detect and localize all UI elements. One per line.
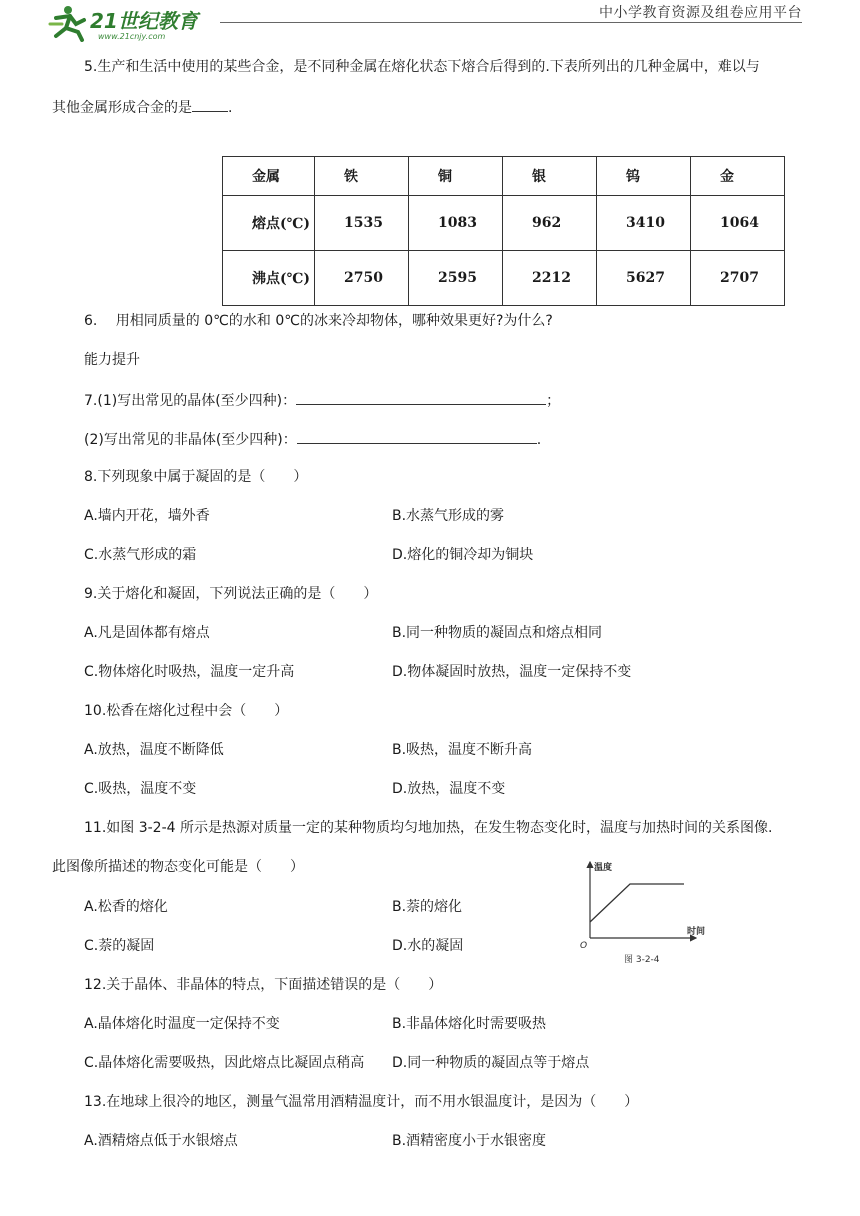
q11-line2: 此图像所描述的物态变化可能是（ ）	[52, 859, 304, 875]
q12-option-b: B.非晶体熔化时需要吸热	[392, 1016, 547, 1032]
logo-main-text: 21世纪教育	[90, 9, 198, 33]
table-cell: 2212	[503, 251, 597, 306]
table-cell: 熔点(℃)	[223, 196, 315, 251]
q8-option-c: C.水蒸气形成的霜	[84, 547, 197, 563]
q9-stem: 9.关于熔化和凝固，下列说法正确的是（ ）	[84, 586, 378, 602]
q8-option-b: B.水蒸气形成的雾	[392, 508, 505, 524]
q9-option-b: B.同一种物质的凝固点和熔点相同	[392, 625, 603, 641]
q12-stem: 12.关于晶体、非晶体的特点，下面描述错误的是（ ）	[84, 977, 443, 993]
q7-part1-text: 7.(1)写出常见的晶体(至少四种)：	[84, 393, 297, 409]
answer-blank[interactable]	[296, 390, 546, 405]
q8-option-a: A.墙内开花，墙外香	[84, 508, 210, 524]
q13-stem: 13.在地球上很冷的地区，测量气温常用酒精温度计，而不用水银温度计，是因为（ ）	[84, 1094, 639, 1110]
site-logo	[48, 4, 218, 42]
q7-part1-end: ；	[546, 393, 561, 409]
metal-table	[222, 156, 785, 306]
q7-part2-end: .	[536, 432, 542, 448]
table-cell: 银	[503, 157, 597, 196]
section-title: 能力提升	[84, 352, 140, 368]
q12-option-a: A.晶体熔化时温度一定保持不变	[84, 1016, 280, 1032]
q10-option-b: B.吸热，温度不断升高	[392, 742, 533, 758]
table-cell: 2707	[691, 251, 785, 306]
q7-part1	[84, 390, 560, 410]
table-cell: 962	[503, 196, 597, 251]
origin-label: O	[580, 941, 588, 951]
q13-option-b: B.酒精密度小于水银密度	[392, 1133, 547, 1149]
platform-title: 中小学教育资源及组卷应用平台	[599, 5, 802, 21]
q6-text: 6. 用相同质量的 0℃的水和 0℃的冰来冷却物体，哪种效果更好?为什么?	[84, 313, 553, 329]
table-cell: 1535	[315, 196, 409, 251]
q12-option-d: D.同一种物质的凝固点等于熔点	[392, 1055, 590, 1071]
q5-line2	[52, 97, 232, 117]
table-cell: 3410	[597, 196, 691, 251]
q7-part2	[84, 429, 541, 449]
q8-option-d: D.熔化的铜冷却为铜块	[392, 547, 534, 563]
runner-icon	[50, 6, 84, 40]
q11-option-d: D.水的凝固	[392, 938, 464, 954]
figure-caption: 图 3-2-4	[624, 955, 660, 965]
q12-option-c: C.晶体熔化需要吸热，因此熔点比凝固点稍高	[84, 1055, 365, 1071]
table-cell: 金	[691, 157, 785, 196]
table-cell: 1064	[691, 196, 785, 251]
q11-line1: 11.如图 3-2-4 所示是热源对质量一定的某种物质均匀地加热，在发生物态变化时，温度与加热时间的关系图像.	[84, 820, 773, 836]
q11-option-b: B.萘的熔化	[392, 899, 463, 915]
q8-stem: 8.下列现象中属于凝固的是（ ）	[84, 469, 308, 485]
x-axis-label: 时间	[687, 927, 706, 937]
table-row	[223, 251, 785, 306]
answer-blank[interactable]	[192, 97, 228, 112]
q10-option-c: C.吸热，温度不变	[84, 781, 197, 797]
q9-option-c: C.物体熔化时吸热，温度一定升高	[84, 664, 295, 680]
q11-option-c: C.萘的凝固	[84, 938, 155, 954]
table-cell: 1083	[409, 196, 503, 251]
temperature-curve	[590, 884, 684, 922]
table-row	[223, 196, 785, 251]
q5-line2-end: .	[228, 100, 233, 116]
table-cell: 2595	[409, 251, 503, 306]
logo-url-text: www.21cnjy.com	[98, 32, 166, 41]
q9-option-a: A.凡是固体都有熔点	[84, 625, 210, 641]
table-cell: 金属	[223, 157, 315, 196]
answer-blank[interactable]	[297, 429, 537, 444]
table-cell: 铁	[315, 157, 409, 196]
table-cell: 2750	[315, 251, 409, 306]
q13-option-a: A.酒精熔点低于水银熔点	[84, 1133, 238, 1149]
q5-line1: 5.生产和生活中使用的某些合金，是不同种金属在熔化状态下熔合后得到的.下表所列出的几种金属中，难以与	[84, 59, 760, 75]
header-divider	[220, 22, 802, 23]
q5-line2-text: 其他金属形成合金的是	[52, 100, 192, 116]
q10-stem: 10.松香在熔化过程中会（ ）	[84, 703, 289, 719]
table-row	[223, 157, 785, 196]
q9-option-d: D.物体凝固时放热，温度一定保持不变	[392, 664, 632, 680]
y-axis-label: 温度	[594, 863, 613, 873]
table-cell: 沸点(℃)	[223, 251, 315, 306]
table-cell: 钨	[597, 157, 691, 196]
table-cell: 铜	[409, 157, 503, 196]
q7-part2-text: (2)写出常见的非晶体(至少四种)：	[84, 432, 297, 448]
table-cell: 5627	[597, 251, 691, 306]
q11-option-a: A.松香的熔化	[84, 899, 168, 915]
q10-option-d: D.放热，温度不变	[392, 781, 506, 797]
q10-option-a: A.放热，温度不断降低	[84, 742, 224, 758]
temperature-time-graph	[570, 856, 720, 968]
